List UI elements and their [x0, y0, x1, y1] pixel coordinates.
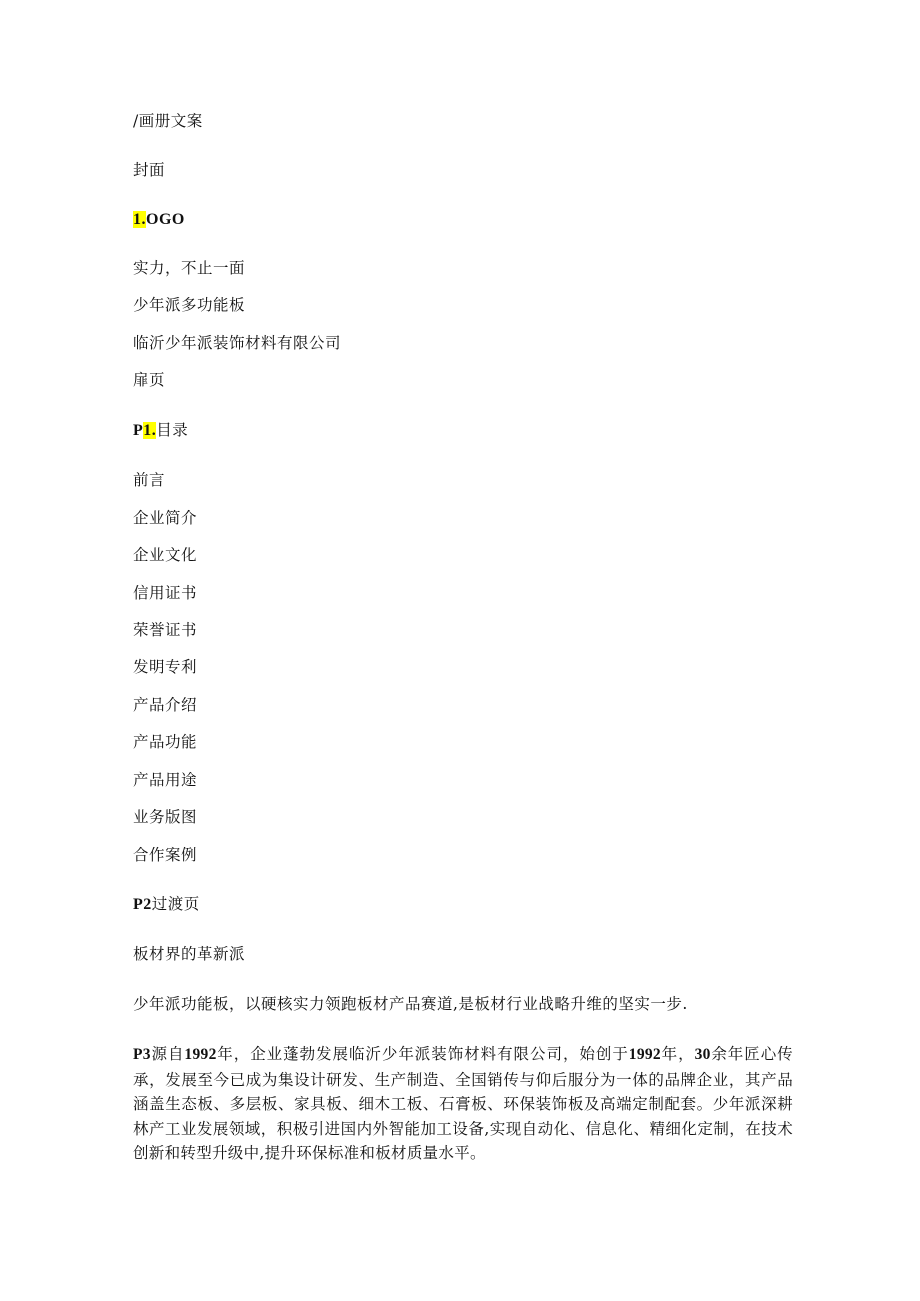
p3-text: 年，企业蓬勃发展临沂少年派装饰材料有限公司，始创于 [216, 1045, 629, 1063]
p3-year: 1992 [628, 1046, 661, 1063]
toc-item: 发明专利 [133, 658, 198, 676]
p2-text: 少年派功能板，以硬核实力领跑板材产品赛道,是板材行业战略升维的坚实一步. [133, 995, 688, 1013]
p1-highlight: 1. [143, 422, 157, 439]
toc-item: 信用证书 [133, 584, 198, 602]
toc-item: 企业文化 [133, 546, 198, 564]
title-page-label: 扉页 [133, 371, 166, 389]
company-name: 临沂少年派装饰材料有限公司 [133, 334, 342, 352]
p3-text: 源自 [150, 1045, 185, 1063]
toc-item: 产品功能 [133, 733, 198, 751]
cover-label: 封面 [133, 161, 166, 179]
p3-year: 1992 [184, 1046, 217, 1063]
toc-item: 荣誉证书 [133, 621, 198, 639]
p2-heading [133, 894, 200, 915]
p1-heading [133, 420, 188, 441]
logo-text: OGO [146, 211, 185, 228]
p1-title: 目录 [156, 421, 189, 439]
p2-subheading: 板材界的革新派 [133, 945, 246, 963]
toc-item: 合作案例 [133, 846, 198, 864]
toc-item: 前言 [133, 471, 166, 489]
toc-item: 业务版图 [133, 808, 198, 826]
slogan: 实力，不止一面 [133, 259, 246, 277]
doc-header: /画册文案 [133, 112, 203, 130]
p3-text: 年， [660, 1045, 695, 1063]
toc-item: 企业简介 [133, 509, 198, 527]
logo-placeholder [133, 209, 185, 230]
p3-number: 30 [694, 1046, 711, 1063]
p2-title: 过渡页 [151, 895, 200, 913]
product-name: 少年派多功能板 [133, 296, 246, 314]
p2-prefix: P2 [133, 896, 152, 913]
toc-item: 产品用途 [133, 771, 198, 789]
p3-paragraph [133, 1042, 793, 1166]
p3-text: 余年匠心传承，发展至今已成为集设计研发、生产制造、全国销传与仰后服分为一体的品牌企业，其产品涵盖生态板、多层板、家具板、细木工板、石膏板、环保装饰板及高端定制配套。少年派深耕林产工业发展领域，积极引进国内外智能加工设备,实现自动化、信息化、精细化定制，在技术创新和转型升级中,提升环保标准和板材质量水平。 [133, 1045, 793, 1162]
logo-highlight: 1. [133, 211, 146, 228]
p1-prefix: P [133, 422, 144, 439]
toc-item: 产品介绍 [133, 696, 198, 714]
p3-prefix: P3 [133, 1046, 151, 1063]
